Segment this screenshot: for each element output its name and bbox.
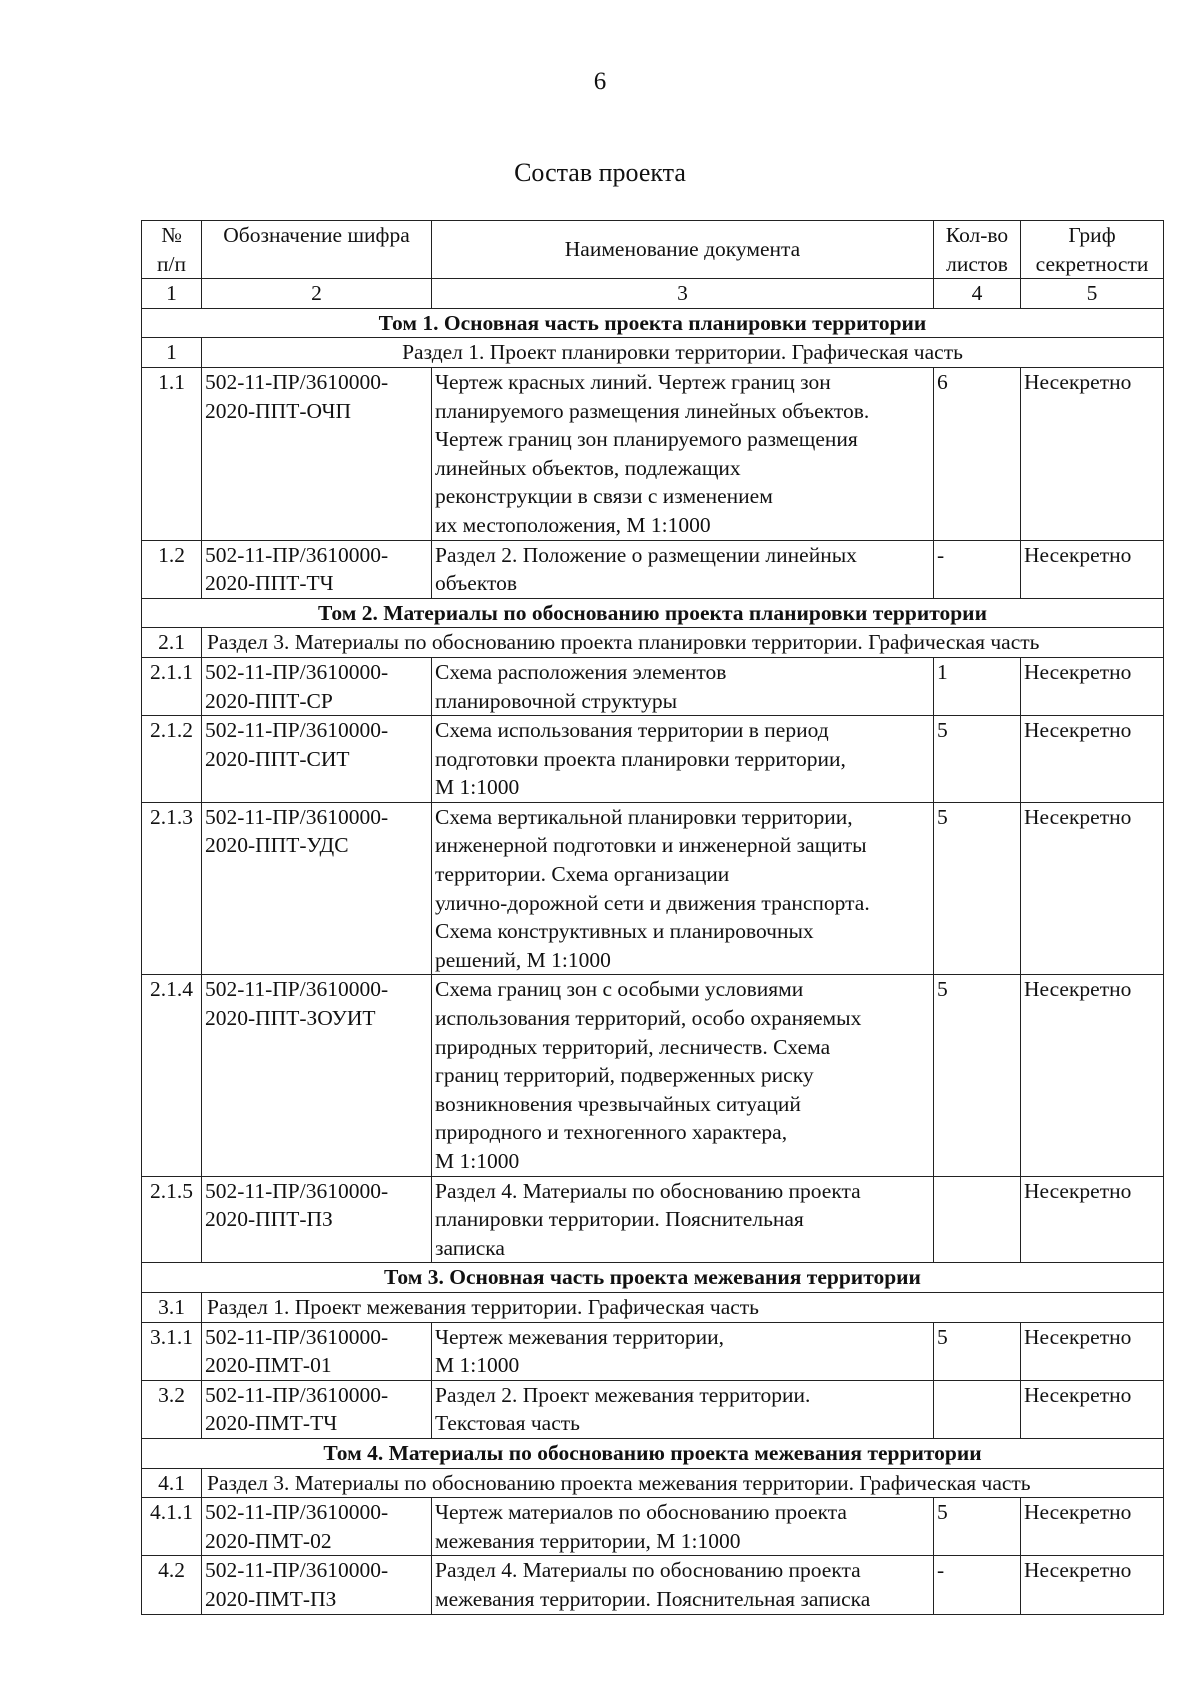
row-number: 3.2 [142, 1380, 202, 1438]
secrecy-label: Несекретно [1021, 1556, 1164, 1614]
document-name: Чертеж красных линий. Чертеж границ зон планируемого размещения линейных объектов. Чертеж границ зон планируемого размещения линейных объектов, подлежащих реконструкции в связи с изменением их местоположения, М 1:1000 [432, 367, 934, 540]
header-secrecy: Гриф секретности [1021, 221, 1164, 279]
sheet-count: 1 [934, 657, 1021, 715]
secrecy-label: Несекретно [1021, 657, 1164, 715]
document-name: Схема расположения элементов планировочной структуры [432, 657, 934, 715]
section-number: 2.1 [142, 628, 202, 658]
secrecy-label: Несекретно [1021, 1380, 1164, 1438]
header-count: Кол-во листов [934, 221, 1021, 279]
secrecy-label: Несекретно [1021, 1176, 1164, 1263]
document-row [142, 1498, 1164, 1556]
section-row [142, 338, 1164, 368]
page-number: 6 [593, 68, 607, 95]
document-row [142, 802, 1164, 975]
sheet-count: 5 [934, 975, 1021, 1176]
row-number: 4.2 [142, 1556, 202, 1614]
section-title: Раздел 1. Проект межевания территории. Графическая часть [202, 1292, 1164, 1322]
page-title: Состав проекта [514, 158, 686, 187]
secrecy-label: Несекретно [1021, 540, 1164, 598]
document-code: 502-11-ПР/3610000- 2020-ППТ-УДС [202, 802, 432, 975]
document-code: 502-11-ПР/3610000- 2020-ППТ-ПЗ [202, 1176, 432, 1263]
document-row [142, 540, 1164, 598]
document-code: 502-11-ПР/3610000- 2020-ППТ-ОЧП [202, 367, 432, 540]
volume-title: Том 2. Материалы по обоснованию проекта планировки территории [142, 598, 1164, 628]
document-row [142, 1380, 1164, 1438]
document-name: Раздел 4. Материалы по обоснованию проекта планировки территории. Пояснительная записка [432, 1176, 934, 1263]
table-body [142, 221, 1164, 1615]
secrecy-label: Несекретно [1021, 1322, 1164, 1380]
column-number: 5 [1021, 279, 1164, 309]
row-number: 2.1.2 [142, 716, 202, 803]
document-code: 502-11-ПР/3610000- 2020-ППТ-ТЧ [202, 540, 432, 598]
section-title: Раздел 3. Материалы по обоснованию проекта планировки территории. Графическая часть [202, 628, 1164, 658]
document-row [142, 1176, 1164, 1263]
document-name: Схема использования территории в период подготовки проекта планировки территории, М 1:1000 [432, 716, 934, 803]
secrecy-label: Несекретно [1021, 802, 1164, 975]
volume-title: Том 4. Материалы по обоснованию проекта межевания территории [142, 1438, 1164, 1468]
row-number: 1.2 [142, 540, 202, 598]
section-number: 1 [142, 338, 202, 368]
section-row [142, 1468, 1164, 1498]
document-code: 502-11-ПР/3610000- 2020-ПМТ-ПЗ [202, 1556, 432, 1614]
document-row [142, 716, 1164, 803]
row-number: 3.1.1 [142, 1322, 202, 1380]
section-title: Раздел 3. Материалы по обоснованию проекта межевания территории. Графическая часть [202, 1468, 1164, 1498]
column-number: 2 [202, 279, 432, 309]
sheet-count: 5 [934, 1322, 1021, 1380]
volume-row [142, 308, 1164, 338]
document-code: 502-11-ПР/3610000- 2020-ППТ-СР [202, 657, 432, 715]
column-number: 1 [142, 279, 202, 309]
sheet-count: - [934, 1556, 1021, 1614]
header-num: № п/п [142, 221, 202, 279]
row-number: 2.1.1 [142, 657, 202, 715]
document-row [142, 1322, 1164, 1380]
volume-row [142, 1438, 1164, 1468]
document-code: 502-11-ПР/3610000- 2020-ПМТ-02 [202, 1498, 432, 1556]
document-name: Раздел 2. Положение о размещении линейных объектов [432, 540, 934, 598]
row-number: 2.1.4 [142, 975, 202, 1176]
document-code: 502-11-ПР/3610000- 2020-ППТ-СИТ [202, 716, 432, 803]
sheet-count: 5 [934, 802, 1021, 975]
table-header-row [142, 221, 1164, 279]
secrecy-label: Несекретно [1021, 367, 1164, 540]
header-code: Обозначение шифра [202, 221, 432, 279]
volume-row [142, 598, 1164, 628]
project-composition-table [141, 220, 1164, 1615]
volume-title: Том 3. Основная часть проекта межевания территории [142, 1263, 1164, 1293]
sheet-count: 5 [934, 1498, 1021, 1556]
document-name: Схема вертикальной планировки территории, инженерной подготовки и инженерной защиты территории. Схема организации улично-дорожной сети и движения транспорта. Схема конструктивных и планировочных решений, М 1:1000 [432, 802, 934, 975]
row-number: 2.1.5 [142, 1176, 202, 1263]
document-row [142, 975, 1164, 1176]
sheet-count [934, 1380, 1021, 1438]
document-row [142, 657, 1164, 715]
sheet-count: 5 [934, 716, 1021, 803]
secrecy-label: Несекретно [1021, 716, 1164, 803]
secrecy-label: Несекретно [1021, 1498, 1164, 1556]
document-row [142, 1556, 1164, 1614]
secrecy-label: Несекретно [1021, 975, 1164, 1176]
sheet-count [934, 1176, 1021, 1263]
document-name: Раздел 2. Проект межевания территории. Текстовая часть [432, 1380, 934, 1438]
document-code: 502-11-ПР/3610000- 2020-ПМТ-01 [202, 1322, 432, 1380]
row-number: 1.1 [142, 367, 202, 540]
row-number: 2.1.3 [142, 802, 202, 975]
section-number: 3.1 [142, 1292, 202, 1322]
section-number: 4.1 [142, 1468, 202, 1498]
section-title: Раздел 1. Проект планировки территории. Графическая часть [202, 338, 1164, 368]
section-row [142, 628, 1164, 658]
sheet-count: 6 [934, 367, 1021, 540]
column-number: 3 [432, 279, 934, 309]
header-name: Наименование документа [432, 221, 934, 279]
document-code: 502-11-ПР/3610000- 2020-ППТ-ЗОУИТ [202, 975, 432, 1176]
document-row [142, 367, 1164, 540]
sheet-count: - [934, 540, 1021, 598]
column-number: 4 [934, 279, 1021, 309]
column-number-row [142, 279, 1164, 309]
section-row [142, 1292, 1164, 1322]
volume-title: Том 1. Основная часть проекта планировки территории [142, 308, 1164, 338]
document-name: Раздел 4. Материалы по обоснованию проекта межевания территории. Пояснительная записка [432, 1556, 934, 1614]
document-name: Схема границ зон с особыми условиями использования территорий, особо охраняемых природных территорий, лесничеств. Схема границ территорий, подверженных риску возникновения чрезвычайных ситуаций природного и техногенного характера, М 1:1000 [432, 975, 934, 1176]
document-name: Чертеж материалов по обоснованию проекта межевания территории, М 1:1000 [432, 1498, 934, 1556]
row-number: 4.1.1 [142, 1498, 202, 1556]
volume-row [142, 1263, 1164, 1293]
document-name: Чертеж межевания территории, М 1:1000 [432, 1322, 934, 1380]
document-code: 502-11-ПР/3610000- 2020-ПМТ-ТЧ [202, 1380, 432, 1438]
